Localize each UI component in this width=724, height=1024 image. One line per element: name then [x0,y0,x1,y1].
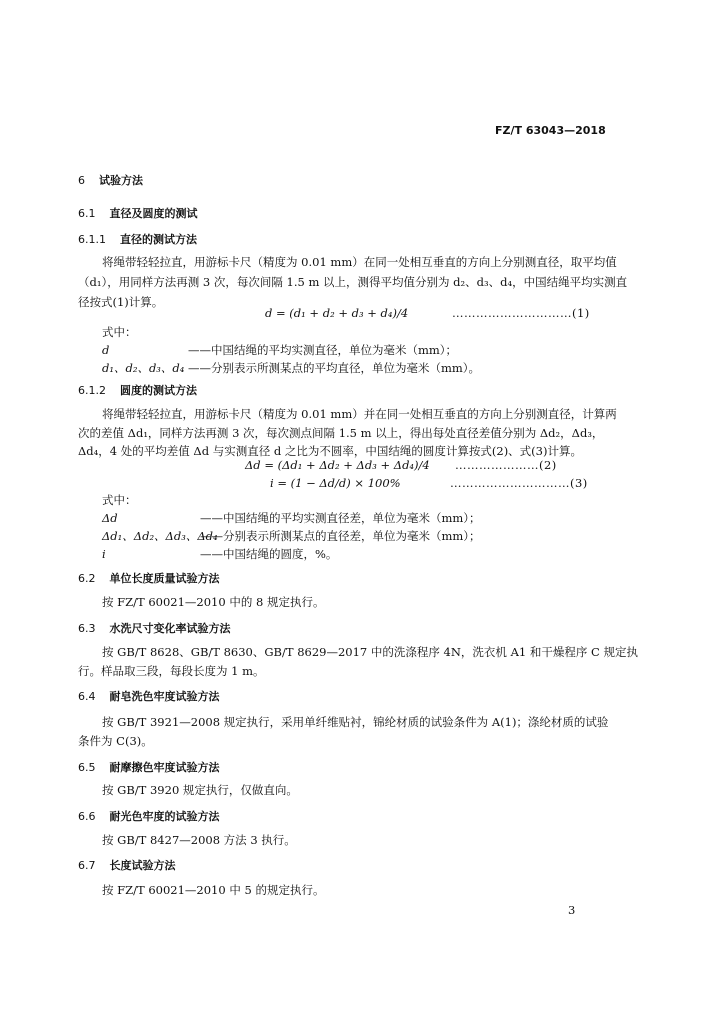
paragraph-line: 按 FZ/T 60021—2010 中的 8 规定执行。 [102,595,325,609]
section-title: 耐摩擦色牢度试验方法 [109,761,220,774]
section-title: 圆度的测试方法 [120,384,197,397]
section-6-3-heading [78,620,231,636]
section-number: 6.4 [78,690,96,703]
section-title: 耐皂洗色牢度试验方法 [109,690,220,703]
section-number: 6.7 [78,859,96,872]
where-label: 式中： [102,325,137,339]
section-6-1-1-heading [78,231,197,247]
section-6-1-2-heading [78,382,197,398]
definition-text: ——中国结绳的平均实测直径，单位为毫米（mm）； [188,343,458,357]
section-6-6-heading [78,808,220,824]
paragraph-line: 行。样品取三段，每段长度为 1 m。 [78,664,265,678]
paragraph-line: Δd₄，4 处的平均差值 Δd 与实测直径 d 之比为不圆率，中国结绳的圆度计算按式(2)、式(3)计算。 [78,444,582,458]
paragraph-line: 将绳带轻轻拉直，用游标卡尺（精度为 0.01 mm）并在同一处相互垂直的方向上分别测直径，计算两 [102,407,617,421]
equation-3: i = (1 − Δd/d) × 100% [270,476,401,490]
section-6-1-heading [78,205,198,221]
section-number: 6.2 [78,572,96,585]
equation-number-2: …………………(2) [455,458,557,472]
section-number: 6 [78,174,85,187]
paragraph-line: 按 GB/T 3920 规定执行，仅做直向。 [102,783,298,797]
equation-1: d = (d₁ + d₂ + d₃ + d₄)/4 [265,306,409,320]
paragraph-line: （d₁），用同样方法再测 3 次，每次间隔 1.5 m 以上，测得平均值分别为 d₂、d₃、d₄，中国结绳平均实测直 [78,275,628,289]
paragraph-line: 次的差值 Δd₁，同样方法再测 3 次，每次测点间隔 1.5 m 以上，得出每处直径差值分别为 Δd₂，Δd₃， [78,426,604,440]
section-6-2-heading [78,570,220,586]
paragraph-line: 按 GB/T 8427—2008 方法 3 执行。 [102,833,296,847]
definition-text: ——分别表示所测某点的平均直径，单位为毫米（mm）。 [188,361,481,375]
definition-symbol: Δd [102,511,118,525]
section-6-7-heading [78,857,176,873]
section-title: 耐光色牢度的试验方法 [109,810,220,823]
definition-symbol: i [102,547,106,561]
definition-text: ——中国结绳的圆度，%。 [200,547,338,561]
section-number: 6.5 [78,761,96,774]
section-number: 6.3 [78,622,96,635]
where-label: 式中： [102,493,137,507]
definition-text: ——分别表示所测某点的直径差，单位为毫米（mm）； [200,529,481,543]
paragraph-line: 径按式(1)计算。 [78,295,164,309]
section-6-4-heading [78,688,220,704]
paragraph-line: 按 FZ/T 60021—2010 中 5 的规定执行。 [102,883,325,897]
definition-symbol: d [102,343,110,357]
section-title: 单位长度质量试验方法 [109,572,220,585]
page-number: 3 [568,903,576,917]
paragraph-line: 将绳带轻轻拉直，用游标卡尺（精度为 0.01 mm）在同一处相互垂直的方向上分别测直径，取平均值 [102,255,617,269]
section-6-heading [78,172,143,188]
section-6-5-heading [78,759,220,775]
section-title: 直径及圆度的测试 [109,207,198,220]
definition-symbol: Δd₁、Δd₂、Δd₃、Δd₄ [102,529,218,543]
section-number: 6.6 [78,810,96,823]
document-code: FZ/T 63043—2018 [495,124,606,137]
paragraph-line: 条件为 C(3)。 [78,734,153,748]
section-title: 水洗尺寸变化率试验方法 [109,622,231,635]
section-title: 长度试验方法 [109,859,176,872]
definition-symbol: d₁、d₂、d₃、d₄ [102,361,185,375]
equation-2: Δd = (Δd₁ + Δd₂ + Δd₃ + Δd₄)/4 [245,458,430,472]
section-title: 试验方法 [99,174,143,187]
section-number: 6.1 [78,207,96,220]
section-number: 6.1.1 [78,233,106,246]
equation-number-1: …………………………(1) [452,306,590,320]
equation-number-3: …………………………(3) [450,476,588,490]
paragraph-line: 按 GB/T 3921—2008 规定执行，采用单纤维贴衬，锦纶材质的试验条件为 A(1)；涤纶材质的试验 [102,715,609,729]
definition-text: ——中国结绳的平均实测直径差，单位为毫米（mm）； [200,511,481,525]
section-number: 6.1.2 [78,384,106,397]
section-title: 直径的测试方法 [120,233,197,246]
paragraph-line: 按 GB/T 8628、GB/T 8630、GB/T 8629—2017 中的洗涤程序 4N，洗衣机 A1 和干燥程序 C 规定执 [102,645,638,659]
